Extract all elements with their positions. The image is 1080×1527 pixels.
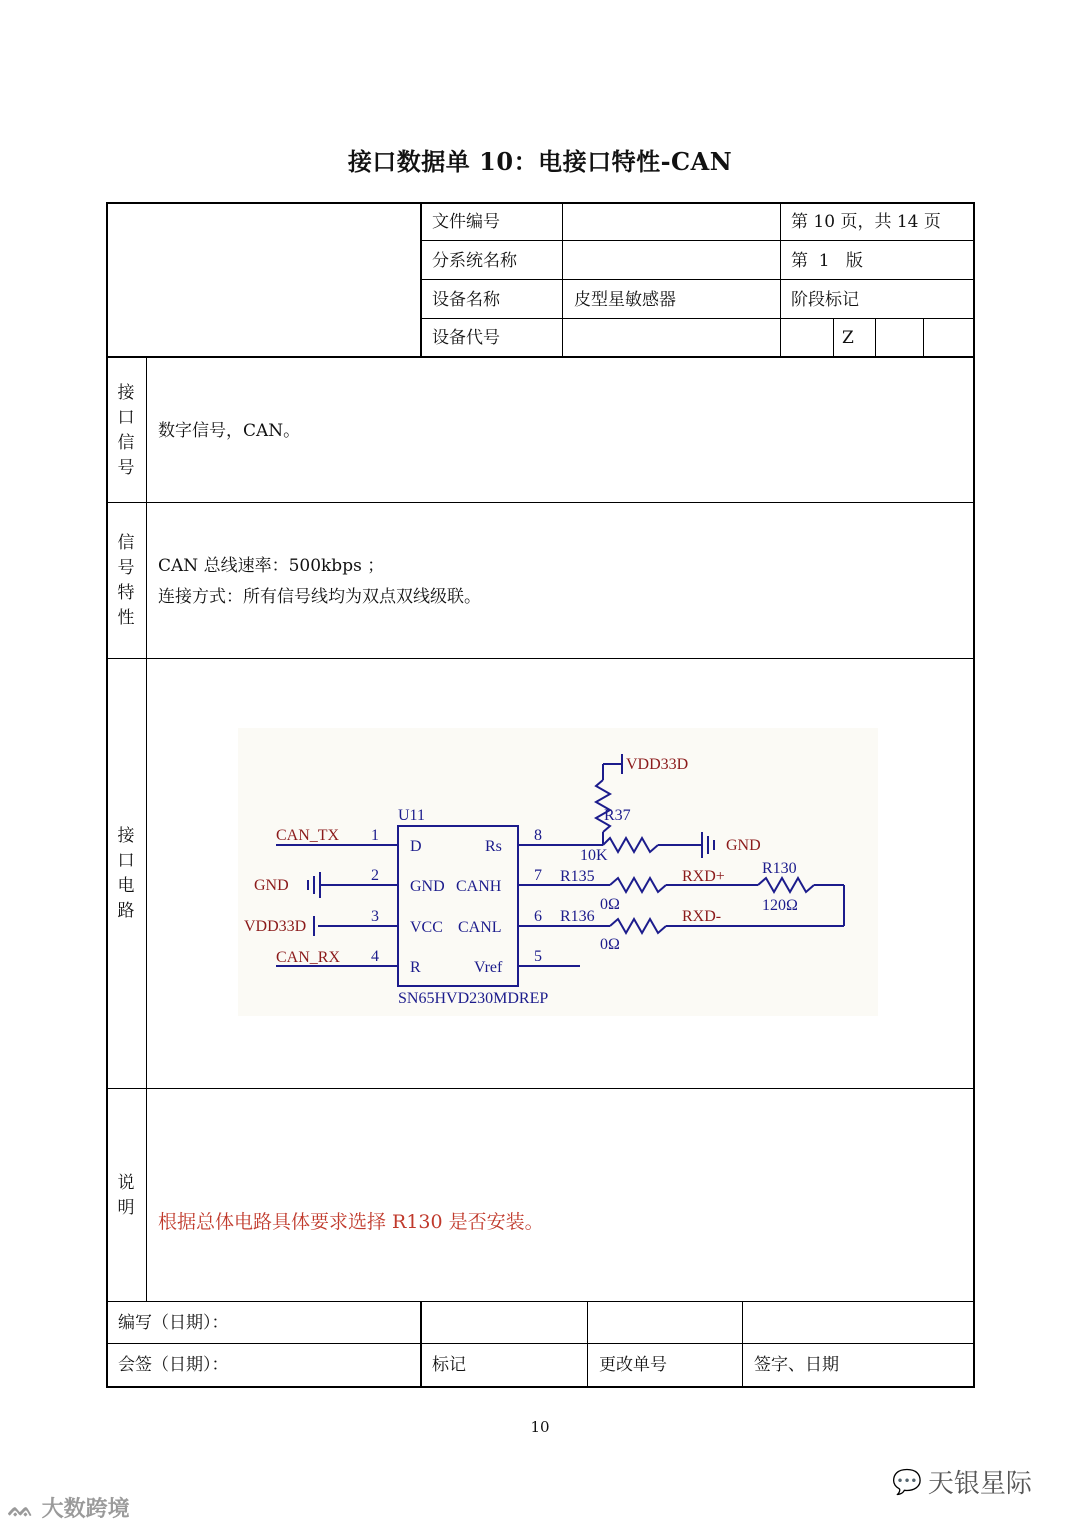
stage-mark-value: Z <box>842 328 854 348</box>
col-divider <box>923 318 924 357</box>
section-divider <box>106 1301 974 1302</box>
page-info: 第 10 页，共 14 页 <box>791 212 941 232</box>
r130-value: 120Ω <box>762 897 798 914</box>
r135-ref: R135 <box>560 868 595 885</box>
device-name-value: 皮型星敏感器 <box>574 290 676 310</box>
subsystem-label: 分系统名称 <box>432 251 517 271</box>
net-can-tx: CAN_TX <box>276 827 340 844</box>
mark-label: 标记 <box>432 1355 466 1375</box>
interface-signal-label: 接 口 信 号 <box>117 383 135 478</box>
col-divider <box>742 1302 743 1387</box>
pin1-number: 1 <box>371 827 379 844</box>
written-date-label: 编写（日期）： <box>118 1313 229 1333</box>
r130-resistor <box>758 878 814 892</box>
pin5-number: 5 <box>534 948 542 965</box>
interface-signal-content: 数字信号，CAN。 <box>158 421 301 441</box>
watermark-right: 💬 天银星际 <box>892 1467 1032 1499</box>
page-number: 10 <box>530 1418 550 1436</box>
watermark-left-icon: ᨐ <box>8 1497 42 1522</box>
bus-rate-line: CAN 总线速率：500kbps ； <box>158 556 385 576</box>
gnd-right-symbol <box>702 832 714 858</box>
chip-ref: U11 <box>398 807 425 824</box>
pin5-name: Vref <box>474 959 503 976</box>
sign-date-label: 签字、日期 <box>754 1355 839 1375</box>
pin8-number: 8 <box>534 827 542 844</box>
signal-characteristics-label: 信 号 特 性 <box>117 533 135 628</box>
section-divider <box>106 502 974 503</box>
row-divider <box>420 279 974 280</box>
section-divider <box>106 356 974 358</box>
device-code-label: 设备代号 <box>432 328 500 348</box>
pin7-number: 7 <box>534 867 542 884</box>
col-divider <box>562 203 563 357</box>
net-vdd33d-top: VDD33D <box>626 756 689 773</box>
pin3-name: VCC <box>410 919 443 936</box>
row-divider <box>420 240 974 241</box>
net-rxd-plus: RXD+ <box>682 868 725 885</box>
chip-part: SN65HVD230MDREP <box>398 990 549 1007</box>
schematic-svg <box>238 728 878 1016</box>
notes-content: 根据总体电路具体要求选择 R130 是否安装。 <box>158 1211 544 1233</box>
file-number-label: 文件编号 <box>432 212 500 232</box>
col-divider <box>875 318 876 357</box>
can-transceiver-schematic <box>238 728 878 1016</box>
r130-ref: R130 <box>762 860 797 877</box>
col-divider <box>833 318 834 357</box>
rs-resistor <box>603 838 658 852</box>
pin1-name: D <box>410 838 422 855</box>
stage-mark-label: 阶段标记 <box>791 290 859 310</box>
r136-value: 0Ω <box>600 936 620 953</box>
r37-value: 10K <box>580 847 608 864</box>
pin2-number: 2 <box>371 867 379 884</box>
pin4-name: R <box>410 959 421 976</box>
pin6-name: CANL <box>458 919 502 936</box>
net-vdd33d-left: VDD33D <box>244 918 307 935</box>
pin4-number: 4 <box>371 948 379 965</box>
wechat-icon: 💬 <box>892 1467 922 1496</box>
countersign-date-label: 会签（日期）： <box>118 1355 229 1375</box>
r37-ref: R37 <box>604 807 631 824</box>
r135-value: 0Ω <box>600 896 620 913</box>
row-divider <box>106 1343 974 1344</box>
col-divider <box>420 1302 422 1387</box>
r135-resistor <box>610 878 666 892</box>
device-name-label: 设备名称 <box>432 290 500 310</box>
gnd-left-symbol <box>308 872 320 898</box>
col-divider <box>587 1302 588 1387</box>
net-gnd-right: GND <box>726 837 761 854</box>
row-divider <box>420 318 974 319</box>
version: 第 1 版 <box>791 251 863 271</box>
section-divider <box>106 658 974 659</box>
net-gnd-left: GND <box>254 877 289 894</box>
watermark-left: ᨐ 大数跨境 <box>8 1497 130 1522</box>
r37-resistor <box>596 780 610 832</box>
col-divider <box>420 203 422 357</box>
document-title: 接口数据单 10：电接口特性-CAN <box>347 147 733 176</box>
notes-label: 说 明 <box>117 1173 135 1218</box>
pin8-name: Rs <box>485 838 502 855</box>
pin3-number: 3 <box>371 908 379 925</box>
section-divider <box>106 1088 974 1089</box>
r136-ref: R136 <box>560 908 595 925</box>
net-rxd-minus: RXD- <box>682 908 722 925</box>
col-divider <box>780 203 781 357</box>
pin2-name: GND <box>410 878 445 895</box>
pin6-number: 6 <box>534 908 542 925</box>
r136-resistor <box>610 919 666 933</box>
interface-circuit-label: 接 口 电 路 <box>117 826 135 921</box>
change-no-label: 更改单号 <box>599 1355 667 1375</box>
connection-method-line: 连接方式：所有信号线均为双点双线级联。 <box>158 587 481 607</box>
pin7-name: CANH <box>456 878 502 895</box>
label-col-divider <box>146 357 147 1302</box>
net-can-rx: CAN_RX <box>276 949 341 966</box>
